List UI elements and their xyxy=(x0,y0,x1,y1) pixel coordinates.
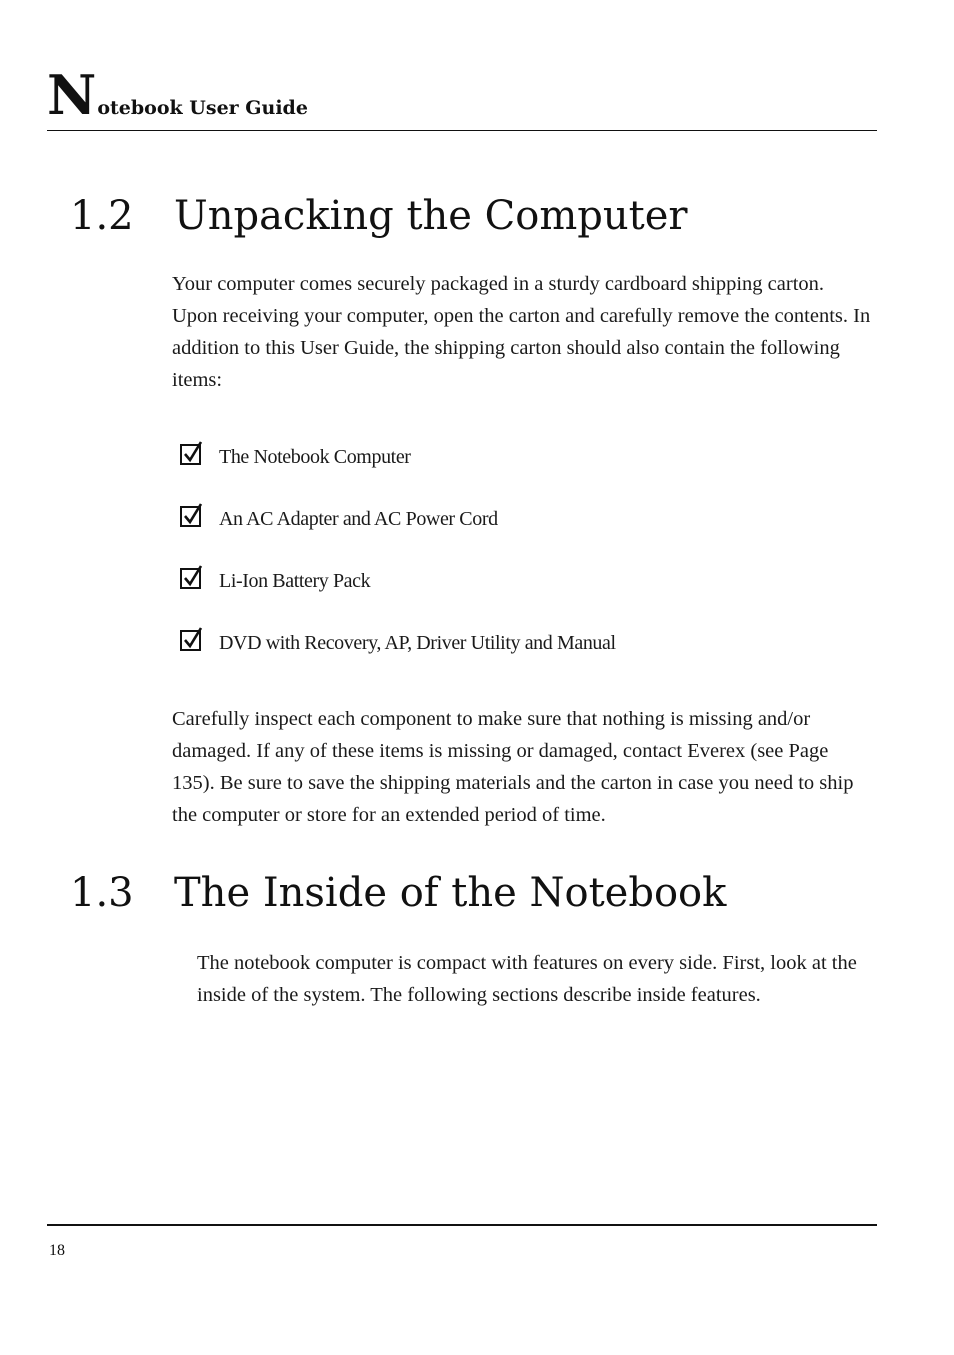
list-item-label: An AC Adapter and AC Power Cord xyxy=(219,508,498,530)
package-contents-list xyxy=(179,440,616,688)
list-item-label: DVD with Recovery, AP, Driver Utility and Manual xyxy=(219,632,616,654)
section-title: The Inside of the Notebook xyxy=(174,870,727,916)
section-number: 1.2 xyxy=(70,193,134,239)
section-number: 1.3 xyxy=(70,870,134,916)
list-item xyxy=(179,626,616,688)
checked-box-icon xyxy=(179,564,204,590)
header-title: otebook User Guide xyxy=(97,97,308,119)
section-heading-1-3 xyxy=(70,870,727,916)
list-item-label: Li-Ion Battery Pack xyxy=(219,570,371,592)
list-item xyxy=(179,502,616,564)
section-heading-1-2 xyxy=(70,193,688,239)
checked-box-icon xyxy=(179,440,204,466)
list-item xyxy=(179,440,616,502)
list-item-label: The Notebook Computer xyxy=(219,446,411,468)
footer-rule xyxy=(47,1224,877,1226)
section-title: Unpacking the Computer xyxy=(174,193,688,239)
list-item xyxy=(179,564,616,626)
header-initial: N xyxy=(47,63,97,127)
running-header xyxy=(47,63,308,127)
section-intro-paragraph: Your computer comes securely packaged in a sturdy cardboard shipping carton. Upon receiving your computer, open the carton and carefully remove the contents. In addition to this User Guide, the shipping carton should also contain the following items: xyxy=(172,273,871,391)
inspection-paragraph: Carefully inspect each component to make sure that nothing is missing and/or damaged. If any of these items is missing or damaged, contact Everex (see Page 135). Be sure to save the shipping materials and the carton in case you need to ship the computer or store for an extended period of time. xyxy=(172,708,854,826)
checked-box-icon xyxy=(179,626,204,652)
page-number: 18 xyxy=(49,1242,65,1259)
checked-box-icon xyxy=(179,502,204,528)
section-intro-paragraph: The notebook computer is compact with features on every side. First, look at the inside of the system. The following sections describe inside features. xyxy=(197,952,857,1006)
header-rule xyxy=(47,130,877,131)
